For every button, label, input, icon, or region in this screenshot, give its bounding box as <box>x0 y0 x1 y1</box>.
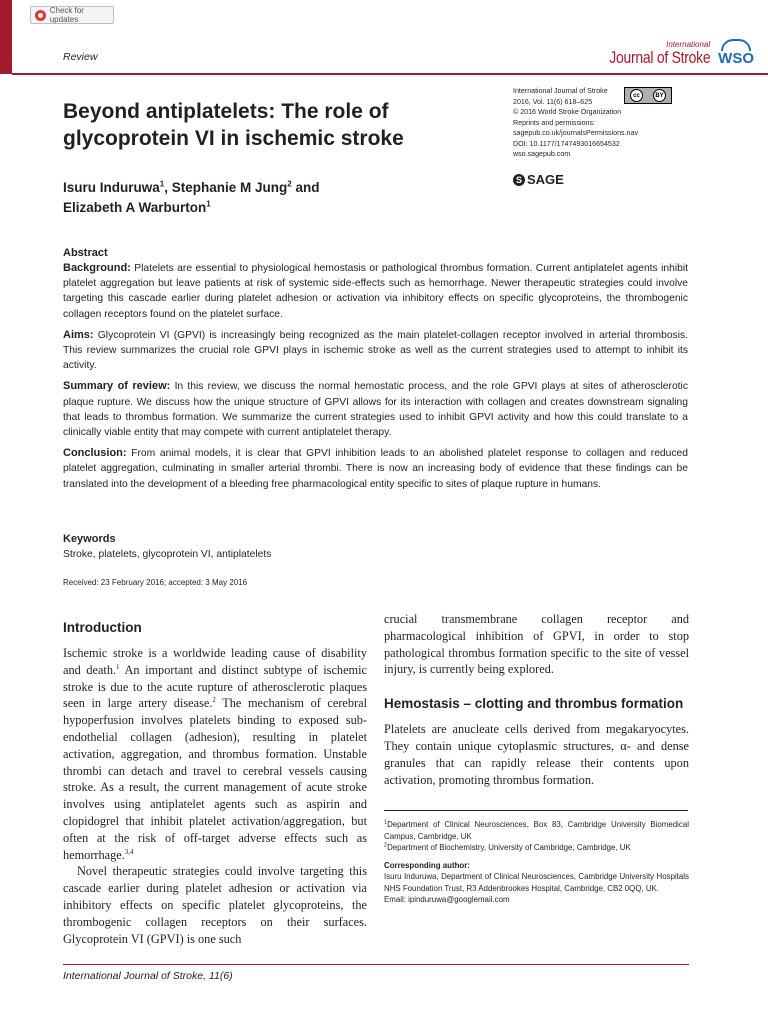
introduction-paragraph <box>63 645 367 863</box>
footnotes <box>384 819 689 906</box>
abstract-background-text: Platelets are essential to physiological hemostasis or pathological thrombus formation. Current antiplatelet agents inhibit platelet aggregation but leave patients at risk of systemic side-effects such as hemorrhage. Newer therapeutic strategies could involve targeting this cascade earlier during platelet adhesion or activation via inhibitory effects on specific glycoproteins, the thrombogenic collagen receptors found on the platelet surface. <box>63 263 688 320</box>
footer-rule <box>63 964 689 965</box>
author-list <box>63 178 393 218</box>
by-icon: BY <box>653 89 666 102</box>
corresponding-author-heading: Corresponding author: <box>384 860 470 870</box>
journal-logo-international: International <box>666 40 711 49</box>
abstract-aims-text: Glycoprotein VI (GPVI) is increasingly being recognized as the main platelet-collagen receptor involved in arterial thrombosis. This review summarizes the crucial role GPVI plays in ischemic stroke as well as the current strategies used to attempt to inhibit its activity. <box>63 329 688 372</box>
body-column-right <box>384 611 689 906</box>
check-for-updates-button[interactable] <box>30 6 114 24</box>
author-separator: , <box>164 180 172 195</box>
article-metadata <box>513 86 713 160</box>
abstract-summary-text: In this review, we discuss the normal hemostatic process, and the role GPVI plays at sites of atherosclerotic plaque rupture. We discuss how the unique structure of GPVI allows for its interaction with collagen and creates downstream signaling that leads to thrombus formation. We summarize the current strategies used to inhibit GPVI activity and how this could translate to a clinically viable entity that may compete with current antiplatelet therapy. <box>63 381 688 439</box>
author-separator: and <box>291 180 320 195</box>
meta-copyright: © 2016 World Stroke Organization <box>513 108 622 116</box>
introduction-heading: Introduction <box>63 620 142 635</box>
sage-logo <box>513 172 564 187</box>
journal-logo <box>587 26 754 66</box>
check-updates-label: Check for updates <box>49 6 84 24</box>
abstract-heading: Abstract <box>63 247 108 259</box>
abstract-background-label: Background: <box>63 262 131 274</box>
introduction-paragraph-2-continued: crucial transmembrane collagen receptor and pharmacological inhibition of GPVI, in order to stop pathological thrombus formation specific to the site of vessel injury, is currently being explored. <box>384 612 689 677</box>
introduction-paragraph-2: Novel therapeutic strategies could involve targeting this cascade earlier during platelet adhesion or activation via inhibitory effects on specific platelet glycoproteins, the thrombogenic collagen receptors on their surfaces. Glycoprotein VI (GPVI) is one such <box>63 864 367 946</box>
wso-logo-text: WSO <box>718 50 754 67</box>
abstract-summary-label: Summary of review: <box>63 380 171 393</box>
meta-doi-link[interactable]: DOI: 10.1177/1747493016654532 <box>513 139 620 148</box>
check-updates-icon <box>35 10 46 21</box>
affiliation-2 <box>384 842 689 854</box>
abstract-aims <box>63 328 688 374</box>
meta-website-link[interactable]: wso.sagepub.com <box>513 150 571 158</box>
citation-link[interactable]: 1 <box>116 662 120 671</box>
section-label: Review <box>63 51 98 63</box>
corresponding-author-text: Isuru Induruwa, Department of Clinical Neurosciences, Cambridge University Hospitals NHS Foundation Trust, R3 Addenbrookes Hospital, Cambridge, CB2 0QQ, UK. <box>384 872 689 893</box>
footnote-rule <box>384 810 688 811</box>
header-accent-bar <box>0 0 12 74</box>
abstract-conclusion <box>63 446 688 492</box>
citation-link[interactable]: 3,4 <box>124 847 134 856</box>
intro-text: An important and distinct subtype of ischemic stroke is due to the acute rupture of atherosclerotic plaques seen in large artery disease. <box>63 662 367 711</box>
author-name: Stephanie M Jung <box>171 180 288 195</box>
body-column-left <box>63 618 367 947</box>
meta-volume: 2016, Vol. 11(6) 618–625 <box>513 97 593 106</box>
author-affiliation: 1 <box>159 179 165 189</box>
meta-reprints: Reprints and permissions: <box>513 118 596 127</box>
abstract-conclusion-label: Conclusion: <box>63 447 127 460</box>
meta-permissions-link[interactable]: sagepub.co.uk/journalsPermissions.nav <box>513 129 638 137</box>
intro-text: The mechanism of cerebral hypoperfusion involves platelets binding to exposed sub-endothelial collagen (adhesion), resulting in platelet activation, aggregation, and thrombus formation. Unstable thrombi can detach and travel to cerebral vessels causing stroke. As a result, the current management of acute stroke involves using antiplatelet agents such as aspirin and clopidogrel that inhibit platelet activation/aggregation, but often at the risk of off-target adverse effects such as hemorrhage. <box>63 696 367 862</box>
affiliation-1 <box>384 819 689 842</box>
wso-logo <box>718 39 754 66</box>
affiliation-number: 2 <box>384 842 388 849</box>
header-rule <box>12 73 768 75</box>
author-name: Isuru Induruwa <box>63 180 160 195</box>
cc-icon: cc <box>630 89 643 102</box>
author-name: Elizabeth A Warburton <box>63 200 207 215</box>
affiliation-text: Department of Biochemistry, University of Cambridge, Cambridge, UK <box>387 843 631 853</box>
corresponding-author-email[interactable]: Email: ipinduruwa@googlemail.com <box>384 895 510 905</box>
page-footer: International Journal of Stroke, 11(6) <box>63 970 233 982</box>
abstract-aims-label: Aims: <box>63 328 94 341</box>
meta-journal: International Journal of Stroke <box>513 87 608 95</box>
sage-logo-text: SAGE <box>527 172 564 187</box>
author-affiliation: 2 <box>287 179 292 189</box>
abstract <box>63 246 688 498</box>
sage-s-icon: S <box>513 174 525 186</box>
abstract-summary <box>63 379 688 440</box>
keywords <box>63 532 688 562</box>
keywords-text: Stroke, platelets, glycoprotein VI, antiplatelets <box>63 549 272 560</box>
received-dates: Received: 23 February 2016; accepted: 3 May 2016 <box>63 578 248 587</box>
hemostasis-heading: Hemostasis – clotting and thrombus formation <box>384 696 684 712</box>
article-title: Beyond antiplatelets: The role of glycoprotein VI in ischemic stroke <box>63 100 404 150</box>
keywords-heading: Keywords <box>63 533 116 545</box>
journal-logo-name: Journal of Stroke <box>608 48 711 67</box>
abstract-background <box>63 261 688 322</box>
affiliation-number: 1 <box>384 819 388 826</box>
intro-text: Ischemic stroke is a worldwide leading cause of disability and death. <box>63 646 367 677</box>
hemostasis-paragraph: Platelets are anucleate cells derived from megakaryocytes. They contain unique cytoplasmic structures, α- and dense granules that can rapidly release their contents upon activation, promoting thrombus formation. <box>384 722 689 787</box>
affiliation-text: Department of Clinical Neurosciences, Box 83, Cambridge University Biomedical Campus, Cambridge, UK <box>384 820 689 841</box>
abstract-conclusion-text: From animal models, it is clear that GPVI inhibition leads to an abolished platelet response to collagen and reduced platelet aggregation, culminating in smaller arterial thrombi. There is now an increasing body of evidence that these findings can be translated into the development of a bleeding free pharmacological entity specific to sites of plaque rupture in humans. <box>63 448 688 490</box>
citation-link[interactable]: 2 <box>212 696 216 705</box>
author-affiliation: 1 <box>206 199 211 209</box>
cc-by-license-badge[interactable] <box>624 87 672 104</box>
